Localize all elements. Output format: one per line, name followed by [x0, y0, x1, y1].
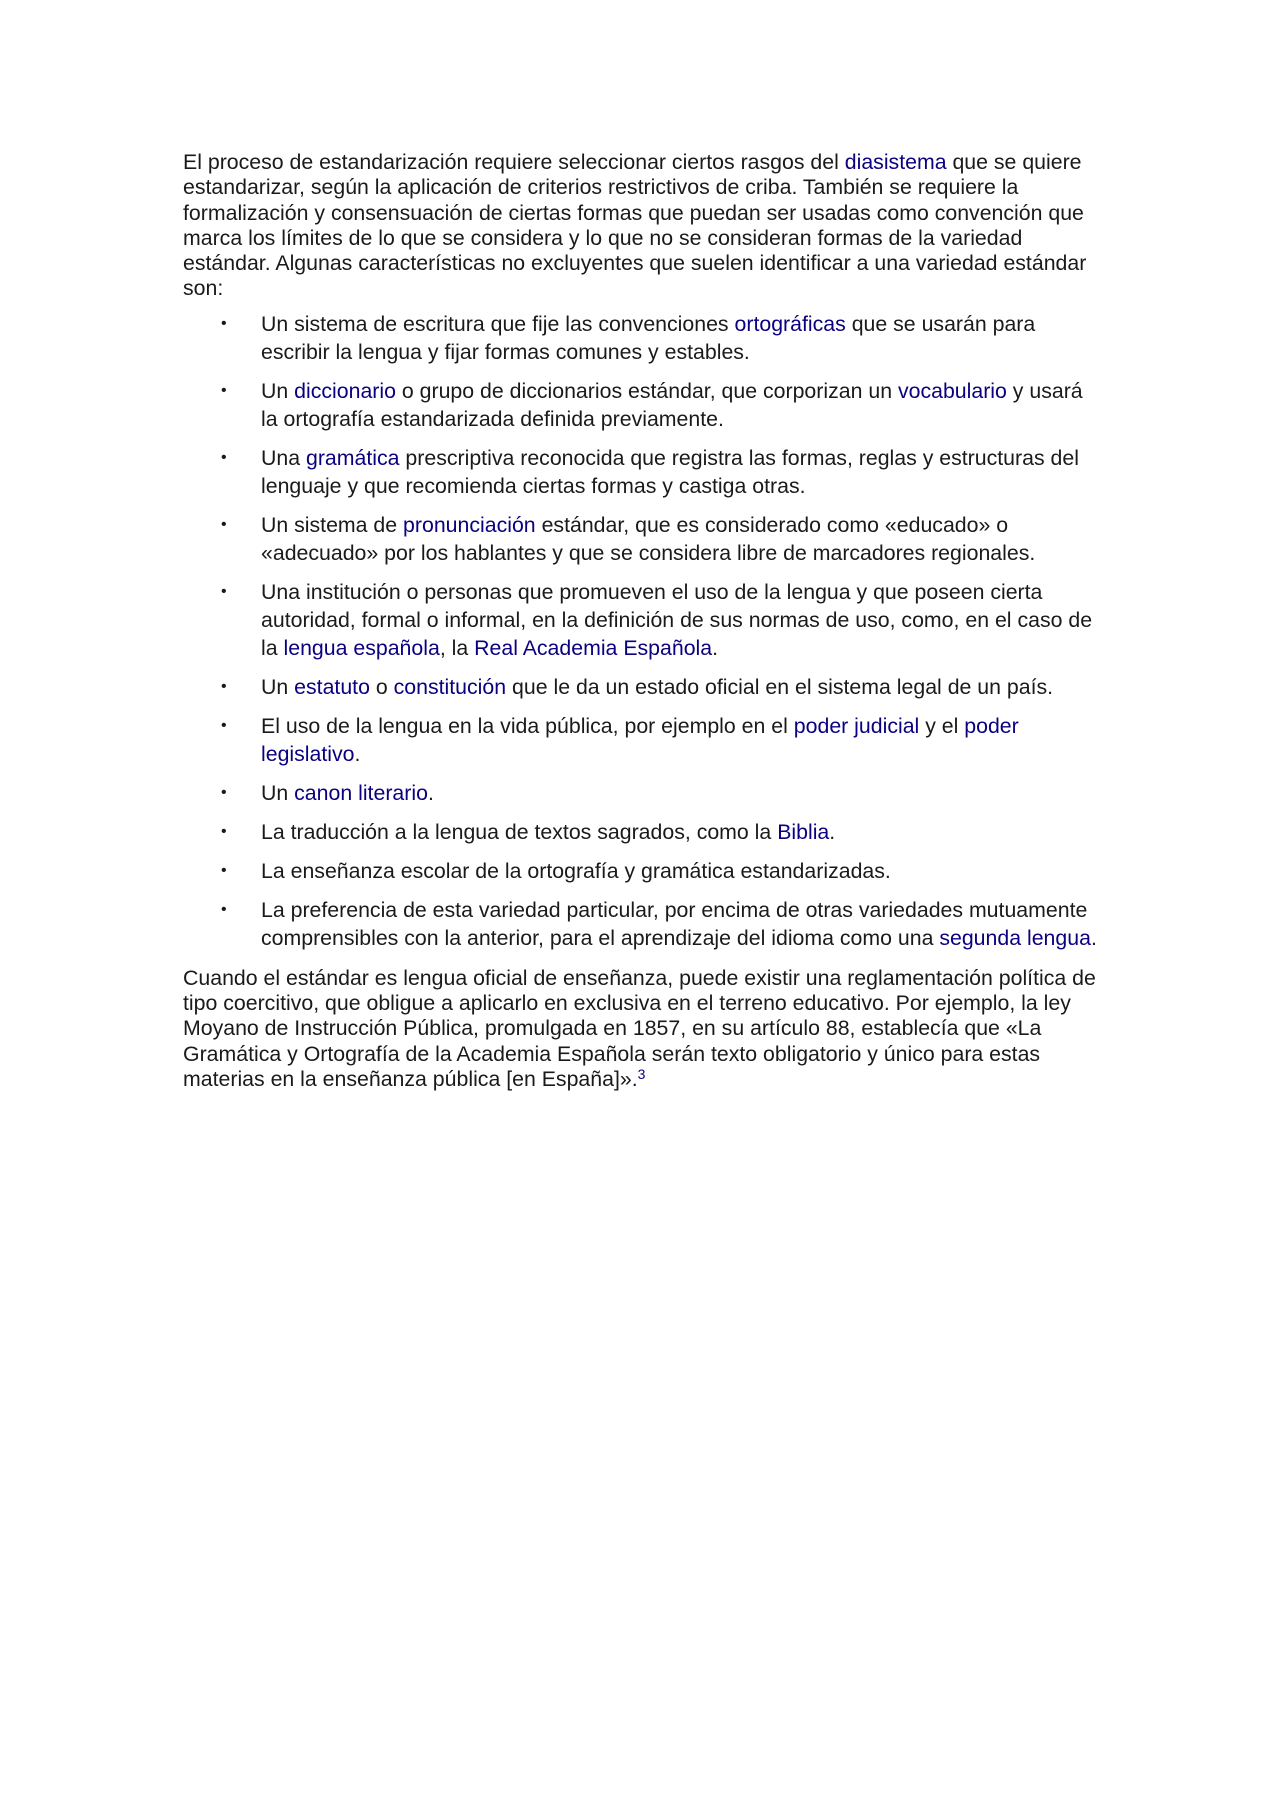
list-item [183, 779, 1103, 807]
bullet-icon: • [221, 582, 227, 600]
item-text: que se usarán para escribir la lengua y fijar formas comunes y estables. [261, 311, 1036, 364]
bullet-icon: • [221, 314, 227, 332]
outro-text: Cuando el estándar es lengua oficial de enseñanza, puede existir una reglamentación política de tipo coercitivo, que obligue a aplicarlo en exclusiva en el terreno educativo. Por ejemplo, la ley Moyano de Instrucción Pública, promulgada en 1857, en su artículo 88, establecía que «La Gramática y Ortografía de la Academia Española serán texto obligatorio y único para estas materias en la enseñanza pública [en España]». [183, 965, 1096, 1091]
bullet-icon: • [221, 381, 227, 399]
intro-text-2: que se quiere estandarizar, según la aplicación de criterios restrictivos de criba. También se requiere la formalización y consensuación de ciertas formas que puedan ser usadas como convención que marca los límites de lo que se considera y lo que no se consideran formas de la variedad estándar. Algunas características no excluyentes que suelen identificar a una variedad estándar son: [183, 150, 1087, 301]
link-segunda-lengua[interactable]: segunda lengua [939, 925, 1091, 950]
link-constitucion[interactable]: constitución [393, 674, 507, 699]
item-text: Una institución o personas que promueven el uso de la lengua y que poseen cierta autoridad, formal o informal, en la definición de sus normas de uso, como, en el caso de la [261, 579, 1093, 660]
link-pronunciacion[interactable]: pronunciación [403, 512, 536, 537]
item-text: Una [261, 445, 306, 470]
list-item [183, 511, 1103, 567]
link-canon-literario[interactable]: canon literario [294, 780, 428, 805]
item-text: que le da un estado oficial en el sistema legal de un país. [506, 674, 1054, 699]
item-text: y usará la ortografía estandarizada definida previamente. [261, 378, 1083, 431]
item-text: o [369, 674, 394, 699]
item-text: . [712, 635, 719, 660]
link-ortograficas[interactable]: ortográficas [734, 311, 846, 336]
bullet-icon: • [221, 515, 227, 533]
item-text: Un [261, 780, 295, 805]
item-text: . [829, 819, 836, 844]
footnote-ref-3[interactable]: 3 [637, 1065, 646, 1082]
list-item [183, 712, 1103, 768]
bullet-icon: • [221, 900, 227, 918]
bullet-icon: • [221, 677, 227, 695]
link-poder-legislativo[interactable]: poder legislativo [261, 713, 1019, 766]
bullet-icon: • [221, 716, 227, 734]
item-text: Un sistema de [261, 512, 404, 537]
item-text: y el [919, 713, 965, 738]
item-text: . [354, 741, 361, 766]
document-page [183, 150, 1103, 1092]
list-item [183, 578, 1103, 662]
link-biblia[interactable]: Biblia [777, 819, 830, 844]
bullet-icon: • [221, 822, 227, 840]
item-text: estándar, que es considerado como «educado» o «adecuado» por los hablantes y que se considera libre de marcadores regionales. [261, 512, 1036, 565]
link-diccionario[interactable]: diccionario [294, 378, 396, 403]
bullet-icon: • [221, 783, 227, 801]
intro-paragraph [183, 150, 1103, 302]
link-poder-judicial[interactable]: poder judicial [793, 713, 920, 738]
item-text: La traducción a la lengua de textos sagrados, como la [261, 819, 778, 844]
link-estatuto[interactable]: estatuto [294, 674, 370, 699]
characteristics-list [183, 310, 1103, 952]
bullet-icon: • [221, 448, 227, 466]
list-item [183, 673, 1103, 701]
list-item [183, 444, 1103, 500]
outro-paragraph [183, 966, 1103, 1092]
item-text: La enseñanza escolar de la ortografía y gramática estandarizadas. [261, 858, 891, 883]
intro-text-1: El proceso de estandarización requiere seleccionar ciertos rasgos del [183, 150, 845, 174]
item-text: La preferencia de esta variedad particular, por encima de otras variedades mutuamente comprensibles con la anterior, para el aprendizaje del idioma como una [261, 897, 1088, 950]
link-diasistema[interactable]: diasistema [844, 150, 947, 174]
list-item [183, 896, 1103, 952]
item-text: , la [439, 635, 475, 660]
list-item [183, 310, 1103, 366]
item-text: Un [261, 674, 295, 699]
list-item [183, 377, 1103, 433]
item-text: Un [261, 378, 295, 403]
bullet-icon: • [221, 861, 227, 879]
item-text: El uso de la lengua en la vida pública, por ejemplo en el [261, 713, 794, 738]
link-vocabulario[interactable]: vocabulario [897, 378, 1007, 403]
item-text: Un sistema de escritura que fije las convenciones [261, 311, 735, 336]
list-item [183, 857, 1103, 885]
link-lengua-espanola[interactable]: lengua española [283, 635, 440, 660]
list-item [183, 818, 1103, 846]
item-text: o grupo de diccionarios estándar, que corporizan un [395, 378, 898, 403]
link-gramatica[interactable]: gramática [306, 445, 400, 470]
link-real-academia-espanola[interactable]: Real Academia Española [474, 635, 713, 660]
item-text: . [1090, 925, 1097, 950]
item-text: . [427, 780, 434, 805]
item-text: prescriptiva reconocida que registra las formas, reglas y estructuras del lenguaje y que recomienda ciertas formas y castiga otras. [261, 445, 1079, 498]
